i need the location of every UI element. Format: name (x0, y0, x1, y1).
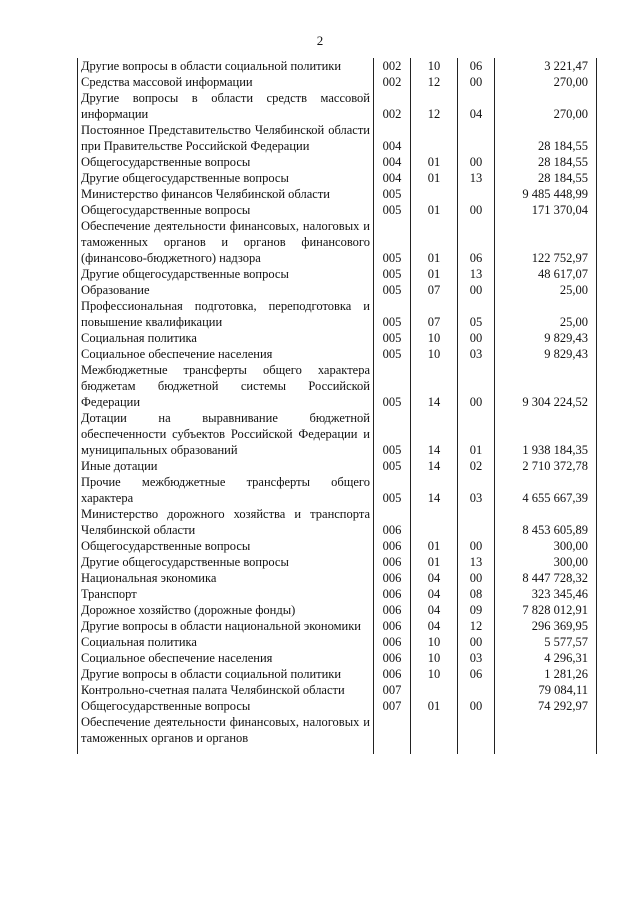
row-subsection-code-cell: 00 (458, 74, 495, 90)
row-ved-code-cell: 005 (374, 474, 411, 506)
table-row (78, 90, 597, 122)
row-amount-cell: 25,00 (495, 298, 597, 330)
row-section-code-cell (411, 186, 458, 202)
row-section-code-cell: 01 (411, 554, 458, 570)
row-section-code-cell: 10 (411, 666, 458, 682)
row-name-cell: Контрольно-счетная палата Челябинской области (78, 682, 374, 698)
row-amount-cell: 28 184,55 (495, 154, 597, 170)
row-section-code-cell: 01 (411, 698, 458, 714)
row-ved-code-cell: 005 (374, 458, 411, 474)
row-ved-code-cell: 002 (374, 74, 411, 90)
row-name-cell: Иные дотации (78, 458, 374, 474)
row-ved-code-cell: 005 (374, 330, 411, 346)
row-amount-cell: 1 938 184,35 (495, 410, 597, 458)
table-row (78, 170, 597, 186)
row-subsection-code-cell: 06 (458, 666, 495, 682)
row-name-cell: Другие общегосударственные вопросы (78, 170, 374, 186)
row-subsection-code-cell: 00 (458, 154, 495, 170)
row-section-code-cell: 01 (411, 538, 458, 554)
row-subsection-code-cell: 02 (458, 458, 495, 474)
row-subsection-code-cell: 00 (458, 362, 495, 410)
row-subsection-code-cell: 03 (458, 346, 495, 362)
row-subsection-code-cell: 13 (458, 266, 495, 282)
row-amount-cell: 79 084,11 (495, 682, 597, 698)
row-subsection-code-cell: 09 (458, 602, 495, 618)
table-row (78, 154, 597, 170)
row-subsection-code-cell: 00 (458, 330, 495, 346)
row-ved-code-cell: 005 (374, 266, 411, 282)
table-row (78, 362, 597, 410)
row-section-code-cell: 14 (411, 362, 458, 410)
row-section-code-cell: 14 (411, 474, 458, 506)
row-name-cell: Общегосударственные вопросы (78, 202, 374, 218)
row-section-code-cell: 07 (411, 298, 458, 330)
table-row (78, 74, 597, 90)
row-ved-code-cell: 006 (374, 666, 411, 682)
row-amount-cell: 74 292,97 (495, 698, 597, 714)
row-section-code-cell: 01 (411, 266, 458, 282)
row-amount-cell: 323 345,46 (495, 586, 597, 602)
row-subsection-code-cell: 00 (458, 538, 495, 554)
row-name-cell: Постоянное Представительство Челябинской области при Правительстве Российской Федерации (78, 122, 374, 154)
row-section-code-cell: 10 (411, 634, 458, 650)
row-amount-cell: 270,00 (495, 90, 597, 122)
table-row (78, 218, 597, 266)
row-section-code-cell: 10 (411, 58, 458, 74)
row-name-cell: Другие общегосударственные вопросы (78, 266, 374, 282)
row-subsection-code-cell (458, 122, 495, 154)
row-ved-code-cell: 004 (374, 154, 411, 170)
row-name-cell: Общегосударственные вопросы (78, 698, 374, 714)
row-name-cell: Другие вопросы в области социальной политики (78, 58, 374, 74)
row-section-code-cell: 14 (411, 458, 458, 474)
row-ved-code-cell: 002 (374, 58, 411, 74)
row-ved-code-cell: 006 (374, 570, 411, 586)
table-row (78, 330, 597, 346)
row-amount-cell (495, 714, 597, 754)
row-amount-cell: 1 281,26 (495, 666, 597, 682)
table-row (78, 506, 597, 538)
row-ved-code-cell: 005 (374, 202, 411, 218)
table-row (78, 570, 597, 586)
table-row (78, 458, 597, 474)
row-section-code-cell: 07 (411, 282, 458, 298)
row-ved-code-cell: 006 (374, 554, 411, 570)
row-amount-cell: 9 829,43 (495, 330, 597, 346)
row-amount-cell: 9 829,43 (495, 346, 597, 362)
row-section-code-cell: 10 (411, 330, 458, 346)
row-ved-code-cell: 006 (374, 618, 411, 634)
row-name-cell: Межбюджетные трансферты общего характера бюджетам бюджетной системы Российской Федерации (78, 362, 374, 410)
row-section-code-cell (411, 682, 458, 698)
row-name-cell: Обеспечение деятельности финансовых, налоговых и таможенных органов и органов (78, 714, 374, 754)
table-row (78, 122, 597, 154)
table-row (78, 474, 597, 506)
row-section-code-cell: 04 (411, 618, 458, 634)
row-subsection-code-cell: 06 (458, 218, 495, 266)
row-name-cell: Профессиональная подготовка, переподготовка и повышение квалификации (78, 298, 374, 330)
row-name-cell: Национальная экономика (78, 570, 374, 586)
row-name-cell: Социальная политика (78, 330, 374, 346)
row-name-cell: Прочие межбюджетные трансферты общего характера (78, 474, 374, 506)
row-amount-cell: 25,00 (495, 282, 597, 298)
row-section-code-cell (411, 122, 458, 154)
row-amount-cell: 2 710 372,78 (495, 458, 597, 474)
row-section-code-cell (411, 506, 458, 538)
table-row (78, 618, 597, 634)
row-ved-code-cell: 005 (374, 282, 411, 298)
row-ved-code-cell: 004 (374, 122, 411, 154)
row-section-code-cell: 01 (411, 170, 458, 186)
row-subsection-code-cell (458, 714, 495, 754)
row-name-cell: Социальное обеспечение населения (78, 650, 374, 666)
row-subsection-code-cell: 05 (458, 298, 495, 330)
table-row (78, 602, 597, 618)
table-row (78, 266, 597, 282)
row-ved-code-cell: 006 (374, 586, 411, 602)
row-subsection-code-cell: 08 (458, 586, 495, 602)
row-amount-cell: 270,00 (495, 74, 597, 90)
row-amount-cell: 3 221,47 (495, 58, 597, 74)
row-ved-code-cell: 005 (374, 362, 411, 410)
row-section-code-cell: 01 (411, 218, 458, 266)
row-amount-cell: 9 485 448,99 (495, 186, 597, 202)
row-ved-code-cell: 006 (374, 650, 411, 666)
row-subsection-code-cell: 03 (458, 474, 495, 506)
row-section-code-cell: 10 (411, 346, 458, 362)
row-subsection-code-cell: 00 (458, 634, 495, 650)
row-amount-cell: 122 752,97 (495, 218, 597, 266)
row-ved-code-cell: 002 (374, 90, 411, 122)
row-name-cell: Общегосударственные вопросы (78, 154, 374, 170)
row-amount-cell: 7 828 012,91 (495, 602, 597, 618)
row-ved-code-cell (374, 714, 411, 754)
row-ved-code-cell: 007 (374, 698, 411, 714)
table-row (78, 202, 597, 218)
row-ved-code-cell: 005 (374, 346, 411, 362)
row-subsection-code-cell: 03 (458, 650, 495, 666)
row-amount-cell: 48 617,07 (495, 266, 597, 282)
row-ved-code-cell: 006 (374, 634, 411, 650)
row-name-cell: Общегосударственные вопросы (78, 538, 374, 554)
row-ved-code-cell: 005 (374, 186, 411, 202)
row-subsection-code-cell (458, 682, 495, 698)
row-subsection-code-cell (458, 186, 495, 202)
row-subsection-code-cell: 13 (458, 170, 495, 186)
table-row (78, 586, 597, 602)
row-amount-cell: 8 447 728,32 (495, 570, 597, 586)
table-row (78, 634, 597, 650)
table-row (78, 298, 597, 330)
row-section-code-cell: 04 (411, 602, 458, 618)
row-name-cell: Социальное обеспечение населения (78, 346, 374, 362)
row-name-cell: Социальная политика (78, 634, 374, 650)
row-amount-cell: 4 655 667,39 (495, 474, 597, 506)
row-amount-cell: 9 304 224,52 (495, 362, 597, 410)
row-ved-code-cell: 005 (374, 410, 411, 458)
row-name-cell: Другие вопросы в области национальной экономики (78, 618, 374, 634)
row-section-code-cell: 04 (411, 586, 458, 602)
row-section-code-cell: 01 (411, 202, 458, 218)
table-row (78, 682, 597, 698)
row-section-code-cell: 12 (411, 90, 458, 122)
row-amount-cell: 4 296,31 (495, 650, 597, 666)
row-name-cell: Обеспечение деятельности финансовых, налоговых и таможенных органов и органов финансового (финансово-бюджетного) надзора (78, 218, 374, 266)
row-subsection-code-cell: 13 (458, 554, 495, 570)
table-row (78, 186, 597, 202)
table-row (78, 410, 597, 458)
row-ved-code-cell: 007 (374, 682, 411, 698)
row-ved-code-cell: 006 (374, 506, 411, 538)
row-amount-cell: 28 184,55 (495, 170, 597, 186)
row-amount-cell: 28 184,55 (495, 122, 597, 154)
row-section-code-cell: 14 (411, 410, 458, 458)
table-row (78, 698, 597, 714)
row-name-cell: Другие вопросы в области средств массовой информации (78, 90, 374, 122)
row-subsection-code-cell (458, 506, 495, 538)
row-name-cell: Другие общегосударственные вопросы (78, 554, 374, 570)
table-row (78, 714, 597, 754)
row-subsection-code-cell: 12 (458, 618, 495, 634)
table-row (78, 538, 597, 554)
table-row (78, 282, 597, 298)
row-ved-code-cell: 006 (374, 538, 411, 554)
row-ved-code-cell: 005 (374, 298, 411, 330)
page-number: 2 (316, 33, 324, 48)
row-section-code-cell: 01 (411, 154, 458, 170)
row-subsection-code-cell: 01 (458, 410, 495, 458)
row-amount-cell: 300,00 (495, 538, 597, 554)
table-row (78, 58, 597, 74)
table-row (78, 346, 597, 362)
row-subsection-code-cell: 00 (458, 282, 495, 298)
row-subsection-code-cell: 04 (458, 90, 495, 122)
row-name-cell: Другие вопросы в области социальной политики (78, 666, 374, 682)
row-amount-cell: 300,00 (495, 554, 597, 570)
row-name-cell: Средства массовой информации (78, 74, 374, 90)
row-section-code-cell: 04 (411, 570, 458, 586)
row-name-cell: Дотации на выравнивание бюджетной обеспеченности субъектов Российской Федерации и муниципальных образований (78, 410, 374, 458)
row-subsection-code-cell: 00 (458, 698, 495, 714)
row-subsection-code-cell: 06 (458, 58, 495, 74)
row-ved-code-cell: 005 (374, 218, 411, 266)
row-name-cell: Образование (78, 282, 374, 298)
row-section-code-cell: 12 (411, 74, 458, 90)
row-subsection-code-cell: 00 (458, 202, 495, 218)
row-name-cell: Министерство дорожного хозяйства и транспорта Челябинской области (78, 506, 374, 538)
row-section-code-cell: 10 (411, 650, 458, 666)
row-ved-code-cell: 006 (374, 602, 411, 618)
row-amount-cell: 296 369,95 (495, 618, 597, 634)
table-row (78, 554, 597, 570)
row-amount-cell: 5 577,57 (495, 634, 597, 650)
row-subsection-code-cell: 00 (458, 570, 495, 586)
row-amount-cell: 8 453 605,89 (495, 506, 597, 538)
table-row (78, 666, 597, 682)
table-row (78, 650, 597, 666)
budget-table-body (78, 58, 597, 754)
budget-table (77, 58, 597, 754)
row-name-cell: Транспорт (78, 586, 374, 602)
row-section-code-cell (411, 714, 458, 754)
row-ved-code-cell: 004 (374, 170, 411, 186)
row-name-cell: Министерство финансов Челябинской области (78, 186, 374, 202)
row-amount-cell: 171 370,04 (495, 202, 597, 218)
row-name-cell: Дорожное хозяйство (дорожные фонды) (78, 602, 374, 618)
